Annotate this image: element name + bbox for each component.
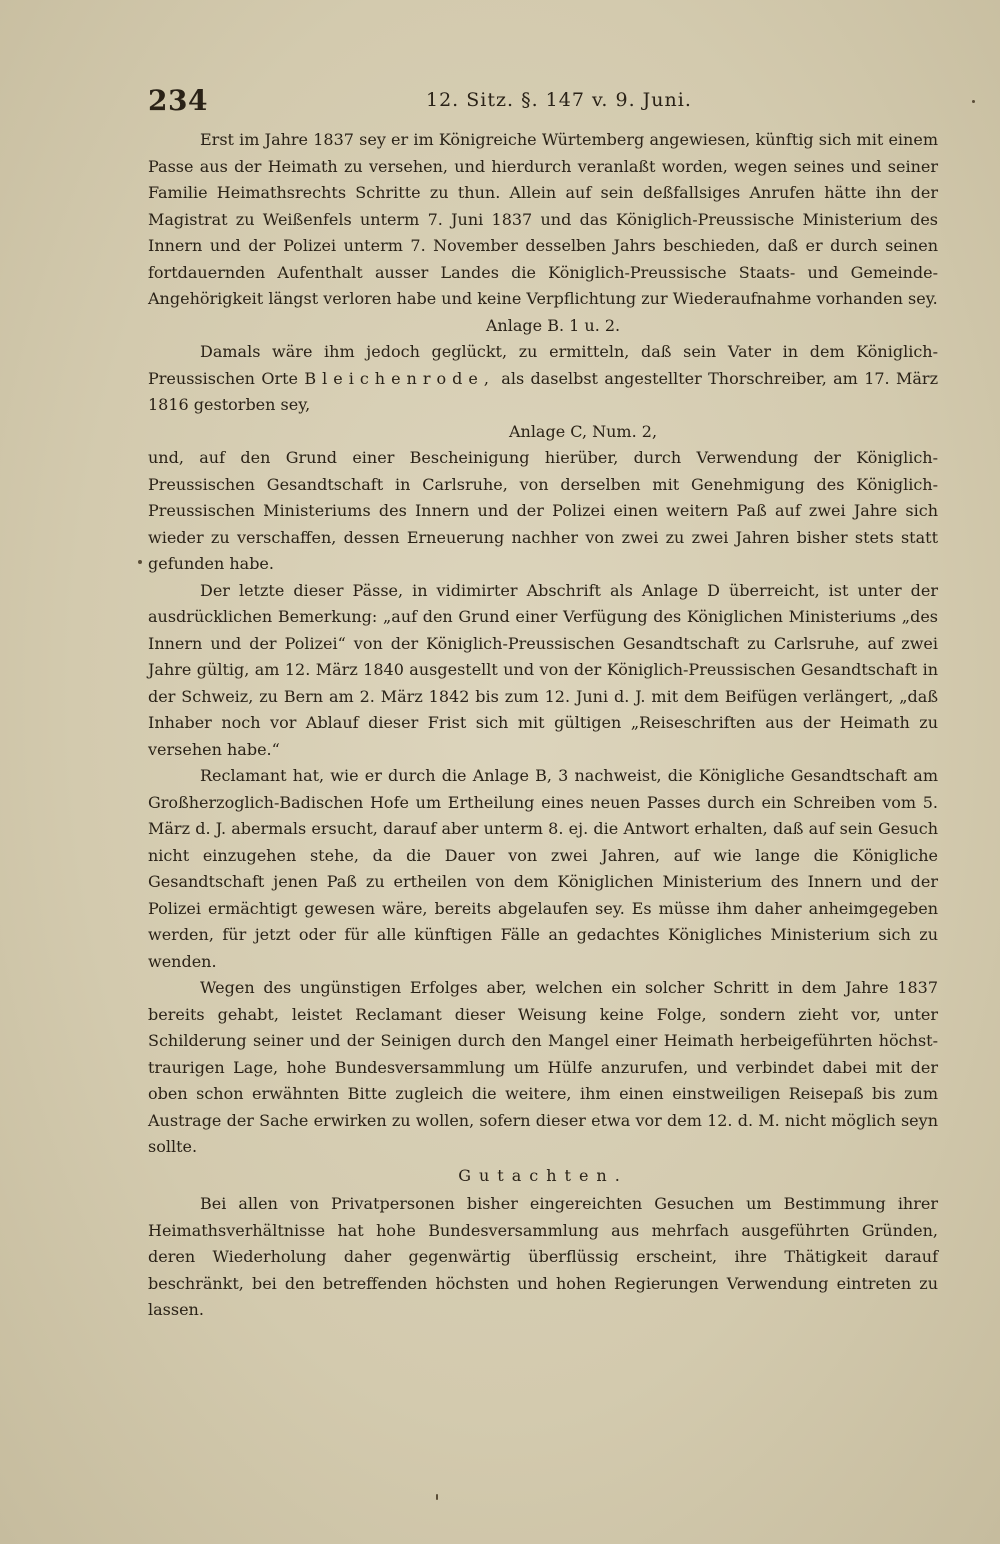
body-text bbox=[148, 127, 938, 1324]
paragraph-2-text-a: Damals wäre ihm jedoch geglückt, zu ermitteln, daß sein Vater in dem Königlich-Preussischen Orte bbox=[148, 342, 938, 388]
paper-speck bbox=[436, 1494, 438, 1500]
section-heading: Gutachten. bbox=[458, 1165, 628, 1185]
paragraph-5: Reclamant hat, wie er durch die Anlage B, 3 nachweist, die Königliche Gesandtschaft am Großherzoglich-Badischen Hofe um Ertheilung eines neuen Passes durch ein Schreiben vom 5. März d. J. abermals ersucht, darauf aber unterm 8. ej. die Antwort erhalten, daß auf sein Gesuch nicht einzugehen stehe, da die Dauer von zwei Jahren, auf wie lange die Königliche Gesandtschaft jenen Paß zu ertheilen von dem Königlichen Ministerium des Innern und der Polizei ermächtigt gewesen wäre, bereits abgelaufen sey. Es müsse ihm daher anheimgegeben werden, für jetzt oder für alle künftigen Fälle an gedachtes Königliches Ministerium sich zu wenden. bbox=[148, 766, 938, 971]
annex-reference-b: Anlage B. 1 u. 2. bbox=[485, 315, 621, 335]
paper-speck bbox=[138, 560, 142, 564]
paragraph-6: Wegen des ungünstigen Erfolges aber, welchen ein solcher Schritt in dem Jahre 1837 bereits gehabt, leistet Reclamant dieser Weisung keine Folge, sondern zieht vor, unter Schilderung seiner und der Seinigen durch den Mangel einer Heimath herbeigeführten höchst-traurigen Lage, hohe Bundesversammlung um Hülfe anzurufen, und verbindet dabei mit der oben schon erwähnten Bitte zugleich die weitere, ihm einen einstweiligen Reisepaß bis zum Austrage der Sache erwirken zu wollen, sofern dieser etwa vor dem 12. d. M. nicht möglich seyn sollte. bbox=[148, 978, 938, 1156]
paper-speck bbox=[972, 100, 975, 103]
paragraph-2-text-b: als daselbst angestellter Thorschreiber, am 17. März 1816 gestorben sey, bbox=[148, 368, 938, 414]
paragraph-7: Bei allen von Privatpersonen bisher eingereichten Gesuchen um Bestimmung ihrer Heimathsverhältnisse hat hohe Bundesversammlung aus mehrfach ausgeführten Gründen, deren Wiederholung daher gegenwärtig überflüssig erscheint, ihre Thätigkeit darauf beschränkt, bei den betreffenden höchsten und hohen Regierungen Verwendung eintreten zu lassen. bbox=[148, 1194, 938, 1319]
place-name: Bleichenrode, bbox=[304, 368, 495, 388]
running-head: 12. Sitz. §. 147 v. 9. Juni. bbox=[426, 89, 692, 111]
paragraph-1: Erst im Jahre 1837 sey er im Königreiche Würtemberg angewiesen, künftig sich mit einem Passe aus der Heimath zu versehen, und hierdurch veranlaßt worden, wegen seines und seiner Familie Heimathsrechts Schritte zu thun. Allein auf sein deßfallsiges Anrufen hätte ihn der Magistrat zu Weißenfels unterm 7. Juni 1837 und das Königlich-Preussische Ministerium des Innern und der Polizei unterm 7. November desselben Jahrs beschieden, daß er durch seinen fortdauernden Aufenthalt ausser Landes die Königlich-Preussische Staats- und Gemeinde-Angehörigkeit längst verloren habe und keine Verpflichtung zur Wiederaufnahme vorhanden sey. bbox=[148, 130, 938, 308]
paragraph-3: und, auf den Grund einer Bescheinigung hierüber, durch Verwendung der Königlich-Preussischen Gesandtschaft in Carlsruhe, von derselben mit Genehmigung des Königlich-Preussischen Ministeriums des Innern und der Polizei einen weitern Paß auf zwei Jahre sich wieder zu verschaffen, dessen Erneuerung nachher von zwei zu zwei Jahren bisher stets statt gefunden habe. bbox=[148, 448, 938, 573]
paragraph-4: Der letzte dieser Pässe, in vidimirter Abschrift als Anlage D überreicht, ist unter der ausdrücklichen Bemerkung: „auf den Grund einer Verfügung des Königlichen Ministeriums „des Innern und der Polizei“ von der Königlich-Preussischen Gesandtschaft zu Carlsruhe, auf zwei Jahre gültig, am 12. März 1840 ausgestellt und von der Königlich-Preussischen Gesandtschaft in der Schweiz, zu Bern am 2. März 1842 bis zum 12. Juni d. J. mit dem Beifügen verlängert, „daß Inhaber noch vor Ablauf dieser Frist sich mit gültigen „Reiseschriften aus der Heimath zu versehen habe.“ bbox=[148, 580, 938, 759]
paragraph-2 bbox=[148, 339, 938, 419]
page-number: 234 bbox=[148, 84, 208, 117]
annex-reference-c: Anlage C, Num. 2, bbox=[508, 421, 658, 441]
page-header bbox=[148, 84, 948, 118]
